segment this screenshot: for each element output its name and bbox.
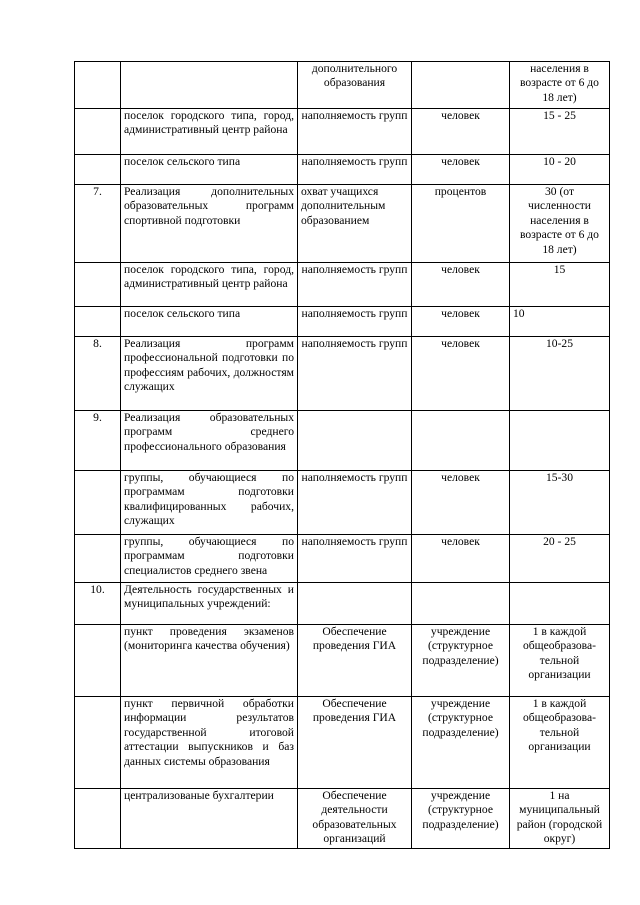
unit-of-measure: человек — [412, 155, 510, 185]
unit-of-measure — [412, 411, 510, 471]
service-name: группы, обучающиеся по программам подготовки квалифицированных рабочих, служащих — [121, 471, 298, 535]
norm-value: 15 — [510, 263, 610, 307]
table-row — [75, 625, 610, 697]
row-number — [75, 263, 121, 307]
unit-of-measure: человек — [412, 307, 510, 337]
row-number: 8. — [75, 337, 121, 411]
norm-value — [510, 583, 610, 625]
service-name: поселок сельского типа — [121, 307, 298, 337]
norm-value: 15 - 25 — [510, 109, 610, 155]
indicator-name: наполняемость групп — [298, 307, 412, 337]
table-row — [75, 185, 610, 263]
service-name: Реализация программ профессиональной подготовки по профессиям рабочих, должностям служащих — [121, 337, 298, 411]
norm-value: 15-30 — [510, 471, 610, 535]
indicator-name: наполняемость групп — [298, 109, 412, 155]
unit-of-measure — [412, 583, 510, 625]
unit-of-measure: человек — [412, 337, 510, 411]
service-name: поселок городского типа, город, административный центр района — [121, 109, 298, 155]
service-name: поселок городского типа, город, административный центр района — [121, 263, 298, 307]
unit-of-measure: процентов — [412, 185, 510, 263]
service-name: группы, обучающиеся по программам подготовки специалистов среднего звена — [121, 535, 298, 583]
row-number — [75, 697, 121, 789]
table-row — [75, 307, 610, 337]
norm-value: 30 (от численности населения в возрасте от 6 до 18 лет) — [510, 185, 610, 263]
service-name: пункт первичной обработки информации результатов государственной итоговой аттестации выпускников и баз данных системы образования — [121, 697, 298, 789]
service-name: централизованые бухгалтерии — [121, 789, 298, 849]
table-row — [75, 62, 610, 109]
norm-value: 10 — [510, 307, 610, 337]
service-name: пункт проведения экзаменов (мониторинга качества обучения) — [121, 625, 298, 697]
norm-value: 10-25 — [510, 337, 610, 411]
unit-of-measure: учреждение (структурное подразделение) — [412, 697, 510, 789]
row-number: 7. — [75, 185, 121, 263]
table-row — [75, 583, 610, 625]
row-number — [75, 625, 121, 697]
indicator-name: охват учащихся дополнительным образованием — [298, 185, 412, 263]
indicator-name — [298, 583, 412, 625]
indicator-name: Обеспечение проведения ГИА — [298, 625, 412, 697]
unit-of-measure: человек — [412, 535, 510, 583]
table-row — [75, 411, 610, 471]
norm-value: 1 в каждой общеобразова-тельной организации — [510, 625, 610, 697]
unit-of-measure: учреждение (структурное подразделение) — [412, 625, 510, 697]
row-number — [75, 307, 121, 337]
service-name — [121, 62, 298, 109]
row-number — [75, 109, 121, 155]
unit-of-measure: учреждение (структурное подразделение) — [412, 789, 510, 849]
indicator-name — [298, 411, 412, 471]
unit-of-measure: человек — [412, 471, 510, 535]
unit-of-measure — [412, 62, 510, 109]
row-number: 9. — [75, 411, 121, 471]
table-row — [75, 535, 610, 583]
table-row — [75, 109, 610, 155]
row-number — [75, 535, 121, 583]
norm-value: 20 - 25 — [510, 535, 610, 583]
row-number — [75, 155, 121, 185]
row-number — [75, 62, 121, 109]
norm-value: 1 на муниципальный район (городской округ) — [510, 789, 610, 849]
indicator-name: наполняемость групп — [298, 535, 412, 583]
unit-of-measure: человек — [412, 263, 510, 307]
indicator-name: наполняемость групп — [298, 337, 412, 411]
table-row — [75, 337, 610, 411]
norm-value: 1 в каждой общеобразова-тельной организации — [510, 697, 610, 789]
services-norms-table — [74, 61, 610, 849]
row-number: 10. — [75, 583, 121, 625]
table-row — [75, 263, 610, 307]
indicator-name: наполняемость групп — [298, 263, 412, 307]
indicator-name: наполняемость групп — [298, 155, 412, 185]
service-name: Реализация образовательных программ среднего профессионального образования — [121, 411, 298, 471]
table-body — [75, 62, 610, 849]
norm-value: 10 - 20 — [510, 155, 610, 185]
unit-of-measure: человек — [412, 109, 510, 155]
indicator-name: Обеспечение деятельности образовательных организаций — [298, 789, 412, 849]
indicator-name: Обеспечение проведения ГИА — [298, 697, 412, 789]
service-name: Деятельность государственных и муниципальных учреждений: — [121, 583, 298, 625]
norm-value: населения в возрасте от 6 до 18 лет) — [510, 62, 610, 109]
table-row — [75, 789, 610, 849]
indicator-name: наполняемость групп — [298, 471, 412, 535]
row-number — [75, 471, 121, 535]
table-row — [75, 155, 610, 185]
row-number — [75, 789, 121, 849]
service-name: поселок сельского типа — [121, 155, 298, 185]
table-row — [75, 697, 610, 789]
indicator-name: дополнительного образования — [298, 62, 412, 109]
table-row — [75, 471, 610, 535]
norm-value — [510, 411, 610, 471]
service-name: Реализация дополнительных образовательных программ спортивной подготовки — [121, 185, 298, 263]
